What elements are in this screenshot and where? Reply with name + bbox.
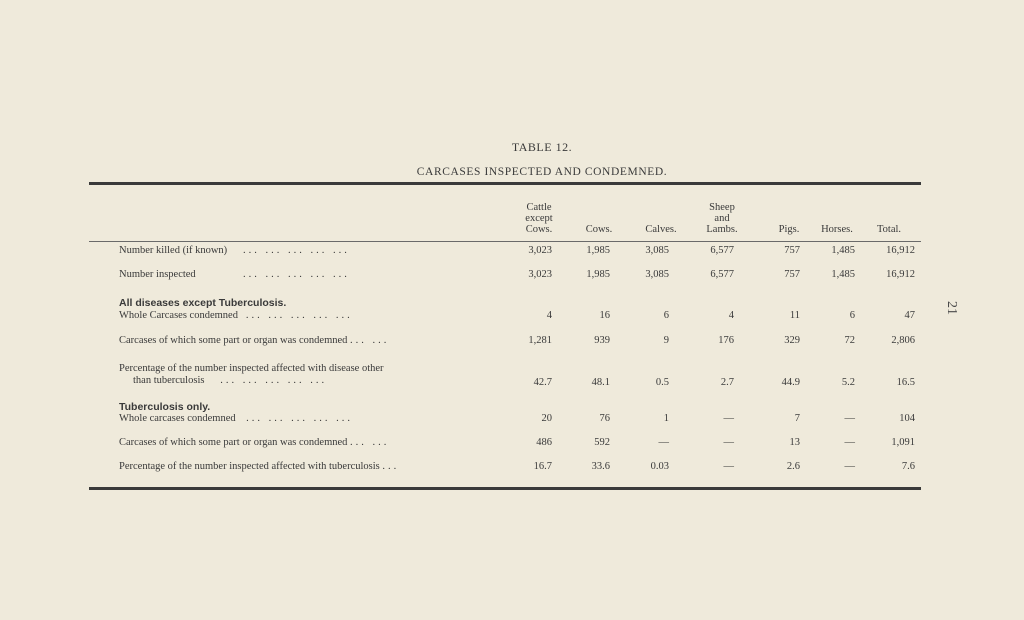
cell-calves: 1 [663,413,669,424]
cell-total: 7.6 [901,461,915,472]
cell-total: 104 [899,413,915,424]
cell-total: 16,912 [886,245,915,256]
table-row [89,335,921,349]
cell-cattle: 4 [546,310,552,321]
col-head-horses: Horses. [821,224,853,235]
cell-sheep: 6,577 [710,269,734,280]
table-title: CARCASES INSPECTED AND CONDEMNED. [416,166,668,178]
cell-cows: 48.1 [591,377,610,388]
table-row [89,413,921,427]
cell-sheep: — [723,437,734,448]
cell-cows: 76 [599,413,610,424]
row-label: Whole Carcases condemned ... ... ... ... ... [119,310,353,321]
cell-total: 47 [904,310,915,321]
cell-pigs: 11 [789,310,800,321]
col-head-total: Total. [876,224,902,235]
cell-cattle: 16.7 [533,461,552,472]
cell-cows: 33.6 [591,461,610,472]
cell-calves: 0.5 [655,377,669,388]
cell-pigs: 2.6 [786,461,800,472]
cell-horses: 5.2 [841,377,855,388]
cell-sheep: 6,577 [710,245,734,256]
col-head-cows: Cows. [585,224,613,235]
cell-cattle: 3,023 [528,269,552,280]
row-label: Carcases of which some part or organ was condemned ... ... [119,437,390,448]
cell-sheep: 176 [718,335,734,346]
cell-sheep: — [723,413,734,424]
cell-total: 1,091 [891,437,915,448]
cell-cows: 16 [599,310,610,321]
section-heading-tuberculosis: Tuberculosis only. [119,401,211,413]
cell-horses: — [844,437,855,448]
cell-cattle: 20 [541,413,552,424]
cell-cattle: 1,281 [528,335,552,346]
cell-sheep: 2.7 [720,377,734,388]
cell-cows: 1,985 [586,269,610,280]
row-label: Number inspected ... ... ... ... ... [119,269,350,280]
cell-horses: 1,485 [831,245,855,256]
cell-cows: 939 [594,335,610,346]
cell-horses: — [844,461,855,472]
cell-calves: 3,085 [645,269,669,280]
cell-sheep: 4 [728,310,734,321]
cell-cows: 1,985 [586,245,610,256]
cell-pigs: 757 [784,245,800,256]
col-head-cattle: Cattle except Cows. [525,202,553,235]
cell-horses: 72 [844,335,855,346]
cell-calves: — [658,437,669,448]
cell-pigs: 13 [789,437,800,448]
col-head-pigs: Pigs. [778,224,800,235]
cell-calves: 0.03 [650,461,669,472]
col-head-sheep: Sheep and Lambs. [706,202,738,235]
cell-calves: 9 [663,335,669,346]
row-label: Carcases of which some part or organ was condemned ... ... [119,335,390,346]
cell-cattle: 486 [536,437,552,448]
carcases-table [89,182,921,490]
table-row [89,363,921,389]
table-header-row [89,185,921,242]
table-row [89,461,921,475]
cell-horses: — [844,413,855,424]
cell-cattle: 42.7 [533,377,552,388]
table-row [89,269,921,283]
cell-total: 2,806 [891,335,915,346]
cell-pigs: 44.9 [781,377,800,388]
page-number: 21 [944,301,959,315]
row-label: Percentage of the number inspected affected with tuberculosis ... [119,461,400,472]
cell-total: 16,912 [886,269,915,280]
cell-calves: 3,085 [645,245,669,256]
table-row [89,245,921,259]
cell-pigs: 329 [784,335,800,346]
cell-total: 16.5 [896,377,915,388]
cell-cattle: 3,023 [528,245,552,256]
table-row [89,437,921,451]
cell-cows: 592 [594,437,610,448]
cell-horses: 1,485 [831,269,855,280]
row-label: Percentage of the number inspected affected with disease other than tuberculosis ... ... ... ... ... [119,363,384,386]
cell-pigs: 757 [784,269,800,280]
row-label: Whole carcases condemned ... ... ... ... ... [119,413,353,424]
row-label: Number killed (if known) ... ... ... ... ... [119,245,350,256]
cell-sheep: — [723,461,734,472]
cell-pigs: 7 [794,413,800,424]
section-heading-all-diseases: All diseases except Tuberculosis. [119,297,287,309]
cell-horses: 6 [849,310,855,321]
table-number: TABLE 12. [511,140,573,154]
col-head-calves: Calves. [645,224,677,235]
table-row [89,310,921,324]
cell-calves: 6 [663,310,669,321]
